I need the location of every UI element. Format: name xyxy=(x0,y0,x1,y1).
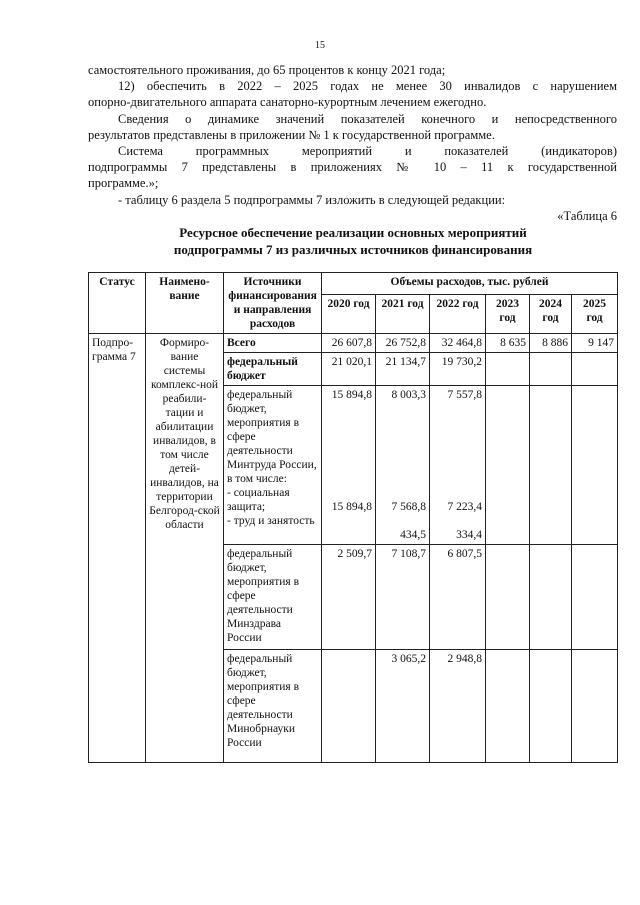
header-year: 2024 год xyxy=(530,295,572,334)
source-text: федеральный бюджет, мероприятия в сфере деятельности Минтруда России, xyxy=(227,389,317,471)
sub-label: - труд и занятость xyxy=(227,515,315,527)
value-cell xyxy=(572,386,618,545)
value-cell: 32 464,8 xyxy=(430,334,486,353)
value-cell: 8 886 xyxy=(530,334,572,353)
sub-label: - социальная защита; xyxy=(227,487,290,513)
value-cell xyxy=(486,545,530,650)
paragraph-line: результатов представлены в приложении № 1 к государственной программе. xyxy=(88,128,495,142)
table-caption: «Таблица 6 xyxy=(557,209,617,223)
value-cell xyxy=(486,386,530,545)
value-cell: 3 065,2 xyxy=(376,650,430,763)
subheading-text: в том числе: xyxy=(227,473,287,485)
value-cell xyxy=(322,650,376,763)
value-cell: 15 894,8 15 894,8 xyxy=(322,386,376,545)
value-cell xyxy=(530,386,572,545)
header-year: 2021 год xyxy=(376,295,430,334)
value-cell xyxy=(572,353,618,386)
paragraph-line: подпрограммы 7 представлены в приложениях № 10 – 11 к государственной xyxy=(88,160,617,174)
value-cell: 26 752,8 xyxy=(376,334,430,353)
value-cell xyxy=(486,650,530,763)
source-cell: федеральный бюджет, мероприятия в сфере деятельности Минздрава России xyxy=(224,545,322,650)
value-cell: 21 020,1 xyxy=(322,353,376,386)
value-cell: 8 003,3 7 568,8 434,5 xyxy=(376,386,430,545)
paragraph-line: Система программных мероприятий и показателей (индикаторов) xyxy=(118,144,617,158)
header-status: Статус xyxy=(89,273,146,334)
value-cell: 9 147 xyxy=(572,334,618,353)
source-cell: федеральный бюджет, мероприятия в сфере деятельности Минобрнауки России xyxy=(224,650,322,763)
source-cell: федеральный бюджет xyxy=(224,353,322,386)
header-year: 2023 год xyxy=(486,295,530,334)
value-cell: 26 607,8 xyxy=(322,334,376,353)
name-cell: Формиро-вание системы комплекс-ной реабили-тации и абилитации инвалидов, в том числе детей-инвалидов, на территории Белгород-ской области xyxy=(146,334,224,763)
table-row xyxy=(89,334,618,353)
value-cell xyxy=(572,650,618,763)
source-cell xyxy=(224,386,322,545)
paragraph-line: программе.»; xyxy=(88,176,159,190)
value-cell: 21 134,7 xyxy=(376,353,430,386)
value-cell: 19 730,2 xyxy=(430,353,486,386)
value-cell: 2 948,8 xyxy=(430,650,486,763)
table-title-line-1: Ресурсное обеспечение реализации основных мероприятий xyxy=(179,225,527,240)
status-cell: Подпро-грамма 7 xyxy=(89,334,146,763)
value-cell: 2 509,7 xyxy=(322,545,376,650)
header-year: 2025 год xyxy=(572,295,618,334)
header-year: 2022 год xyxy=(430,295,486,334)
paragraph-line: - таблицу 6 раздела 5 подпрограммы 7 изложить в следующей редакции: xyxy=(118,193,506,207)
value-cell xyxy=(530,353,572,386)
value-cell xyxy=(530,650,572,763)
header-volumes: Объемы расходов, тыс. рублей xyxy=(322,273,618,295)
header-sources: Источники финансирования и направления расходов xyxy=(224,273,322,334)
header-name: Наимено-вание xyxy=(146,273,224,334)
source-cell: Всего xyxy=(224,334,322,353)
header-year: 2020 год xyxy=(322,295,376,334)
paragraph-line: опорно-двигательного аппарата санаторно-курортным лечением ежегодно. xyxy=(88,95,487,109)
value-cell xyxy=(486,353,530,386)
paragraph-line: самостоятельного проживания, до 65 процентов к концу 2021 года; xyxy=(88,63,446,77)
value-cell: 8 635 xyxy=(486,334,530,353)
value-cell xyxy=(572,545,618,650)
value-cell: 6 807,5 xyxy=(430,545,486,650)
paragraph-line: 12) обеспечить в 2022 – 2025 годах не менее 30 инвалидов с нарушением xyxy=(118,79,617,93)
value-cell xyxy=(530,545,572,650)
page-number: 15 xyxy=(315,40,325,51)
paragraph-line: Сведения о динамике значений показателей конечного и непосредственного xyxy=(118,112,617,126)
value-cell: 7 557,8 7 223,4 334,4 xyxy=(430,386,486,545)
value-cell: 7 108,7 xyxy=(376,545,430,650)
financing-table xyxy=(88,272,618,763)
table-title-line-2: подпрограммы 7 из различных источников финансирования xyxy=(173,242,533,257)
